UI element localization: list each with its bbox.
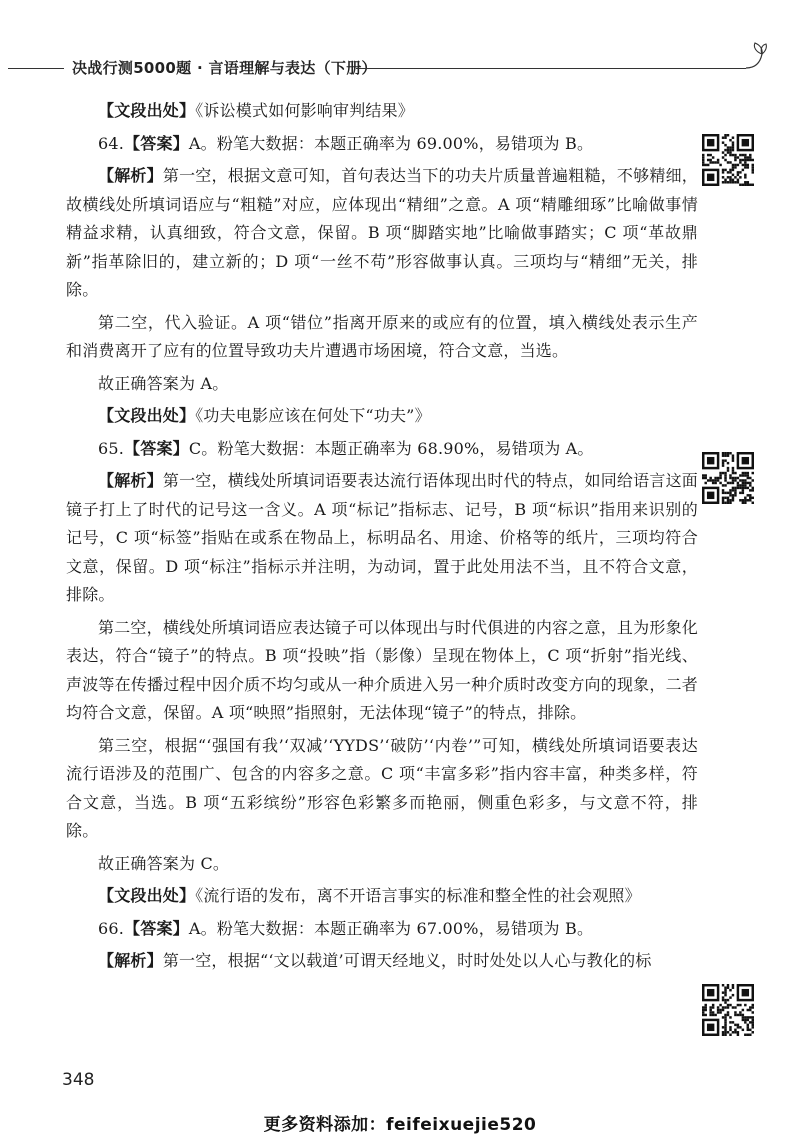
qr-code-graphic (702, 134, 754, 186)
page-number: 348 (62, 1070, 95, 1090)
header-rule-right (356, 68, 746, 69)
qr-code-icon[interactable] (702, 134, 754, 186)
answer-line: 65.【答案】C。粉笔大数据：本题正确率为 68.90%，易错项为 A。 (98, 438, 594, 458)
source-line: 【文段出处】《功夫电影应该在何处下“功夫”》 (98, 406, 431, 425)
analysis-paragraph: 【解析】第一空，根据文意可知，首句表达当下的功夫片质量普遍粗糙，不够精细，故横线处所填词语应与“粗糙”对应，应体现出“精细”之意。A 项“精雕细琢”比喻做事情精益求精，认真细致，符合文意，保留。B 项“脚踏实地”比喻做事踏实；C 项“革故鼎新”指革除旧的，建立新的；D 项“一丝不苟”形容做事认真。三项均与“精细”无关，排除。 (66, 166, 698, 299)
analysis-paragraph: 【解析】第一空，根据“‘文以载道’可谓天经地义，时时处处以人心与教化的标 (98, 951, 652, 970)
qr-code-icon[interactable] (702, 452, 754, 504)
analysis-paragraph: 第二空，代入验证。A 项“错位”指离开原来的或应有的位置，填入横线处表示生产和消费离开了应有的位置导致功夫片遭遇市场困境，符合文意，当选。 (66, 312, 698, 360)
source-line: 【文段出处】《诉讼模式如何影响审判结果》 (98, 101, 415, 120)
header-title: 决战行测5000题 · 言语理解与表达（下册） (72, 59, 377, 77)
answer-line: 66.【答案】A。粉笔大数据：本题正确率为 67.00%，易错项为 B。 (98, 918, 594, 938)
analysis-paragraph: 第二空，横线处所填词语应表达镜子可以体现出与时代俱进的内容之意，且为形象化表达，符合“镜子”的特点。B 项“投映”指（影像）呈现在物体上，C 项“折射”指光线、声波等在传播过程中因介质不均匀或从一种介质进入另一种介质时改变方向的现象，二者均符合文意，保留。A 项“映照”指照射，无法体现“镜子”的特点，排除。 (66, 617, 698, 722)
qr-code-graphic (702, 452, 754, 504)
source-line: 【文段出处】《流行语的发布，离不开语言事实的标准和整全性的社会观照》 (98, 886, 641, 905)
sprout-icon (742, 40, 768, 70)
conclusion-line: 故正确答案为 C。 (98, 853, 230, 873)
answer-line: 64.【答案】A。粉笔大数据：本题正确率为 69.00%，易错项为 B。 (98, 133, 594, 153)
qr-code-graphic (702, 984, 754, 1036)
conclusion-line: 故正确答案为 A。 (98, 373, 229, 393)
running-header (0, 56, 800, 80)
header-rule-left (8, 68, 64, 69)
qr-code-icon[interactable] (702, 984, 754, 1036)
analysis-paragraph: 【解析】第一空，横线处所填词语要表达流行语体现出时代的特点，如同给语言这面镜子打上了时代的记号这一含义。A 项“标记”指标志、记号，B 项“标识”指用来识别的记号，C 项“标签”指贴在或系在物品上，标明品名、用途、价格等的纸片，三项均符合文意，保留。D 项“标注”指标示并注明，为动词，置于此处用法不当，且不符合文意，排除。 (66, 471, 698, 604)
page-content (66, 97, 698, 976)
analysis-paragraph: 第三空，根据“‘强国有我’‘双减’‘YYDS’‘破防’‘内卷’”可知，横线处所填词语要表达流行语涉及的范围广、包含的内容多之意。C 项“丰富多彩”指内容丰富，种类多样，符合文意，当选。B 项“五彩缤纷”形容色彩繁多而艳丽，侧重色彩多，与文意不符，排除。 (66, 735, 698, 840)
footer-note: 更多资料添加：feifeixuejie520 (263, 1115, 537, 1135)
